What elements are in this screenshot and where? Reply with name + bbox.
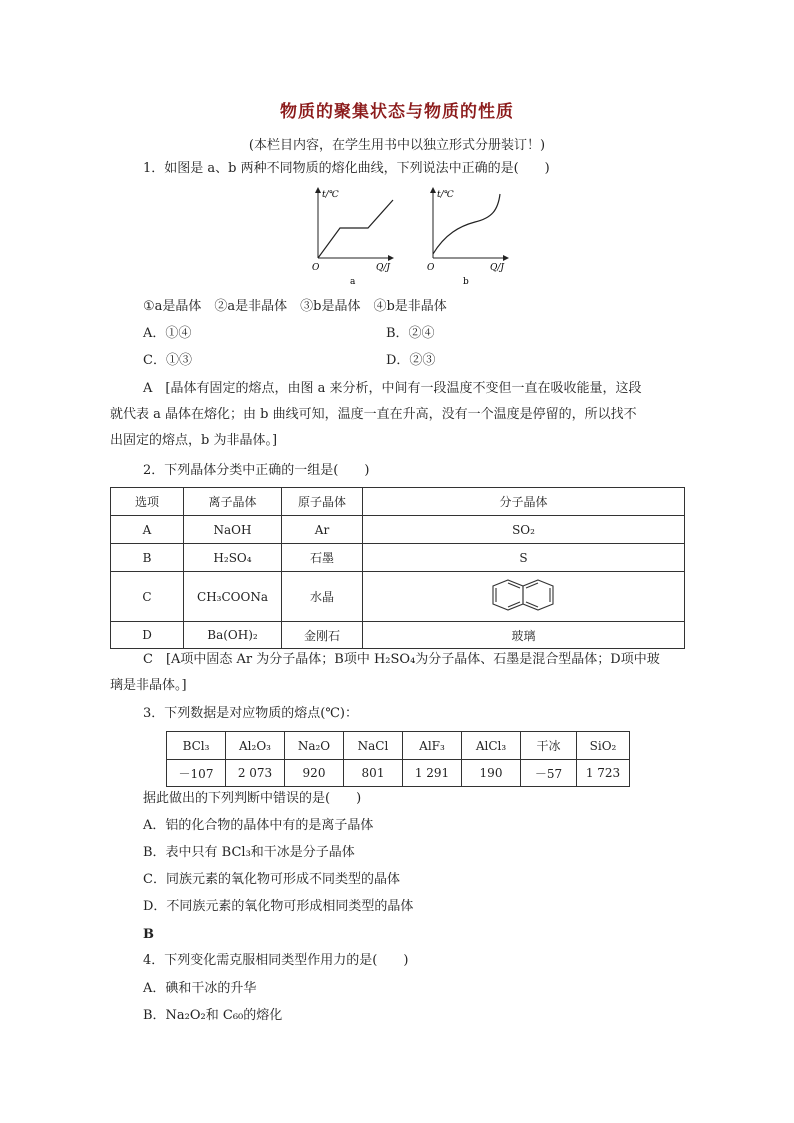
table-row — [111, 572, 685, 622]
substance-alf3: AlF₃ — [403, 732, 462, 760]
table-row — [111, 622, 685, 649]
q2-answer-line2: 璃是非晶体。] — [110, 678, 187, 693]
header-molecular: 分子晶体 — [363, 488, 685, 516]
graph-a-xlabel: Q/J — [376, 263, 391, 273]
substance-dry-ice: 干冰 — [521, 732, 577, 760]
substance-na2o: Na₂O — [285, 732, 344, 760]
q1-stem: 1．如图是 a、b 两种不同物质的熔化曲线，下列说法中正确的是( ) — [143, 161, 550, 176]
mp-sio2: 1 723 — [577, 760, 630, 787]
q3-option-b: B．表中只有 BCl₃和干冰是分子晶体 — [143, 845, 355, 860]
row-c-atomic: 水晶 — [282, 572, 363, 622]
mp-al2o3: 2 073 — [226, 760, 285, 787]
q1-answer-line1: A [晶体有固定的熔点，由图 a 来分析，中间有一段温度不变但一直在吸收能量，这段 — [143, 381, 642, 396]
q1-statements: ①a是晶体 ②a是非晶体 ③b是晶体 ④b是非晶体 — [143, 299, 447, 314]
row-a-molecular: SO₂ — [363, 516, 685, 544]
graph-b-caption: b — [463, 277, 469, 287]
graph-a-ylabel: t/℃ — [322, 190, 339, 200]
graph-b-ylabel: t/℃ — [437, 190, 454, 200]
mp-bcl3: －107 — [167, 760, 226, 787]
mp-alcl3: 190 — [462, 760, 521, 787]
header-ionic: 离子晶体 — [184, 488, 282, 516]
q4-option-a: A．碘和干冰的升华 — [143, 981, 257, 996]
melting-point-row — [167, 760, 630, 787]
row-c-ionic: CH₃COONa — [184, 572, 282, 622]
q4-stem: 4．下列变化需克服相同类型作用力的是( ) — [143, 953, 409, 968]
substance-nacl: NaCl — [344, 732, 403, 760]
q1-option-a: A．①④ — [143, 326, 192, 341]
row-d-molecular: 玻璃 — [363, 622, 685, 649]
substance-row — [167, 732, 630, 760]
page-subtitle: (本栏目内容，在学生用书中以独立形式分册装订！) — [248, 138, 546, 153]
mp-alf3: 1 291 — [403, 760, 462, 787]
graph-a — [312, 188, 393, 287]
q2-answer-line1: C [A项中固态 Ar 为分子晶体；B项中 H₂SO₄为分子晶体、石墨是混合型晶体；D项中玻 — [143, 652, 660, 667]
curve-b — [433, 194, 500, 254]
q2-crystal-table — [110, 487, 685, 649]
q1-option-d: D．②③ — [386, 353, 436, 368]
table-header-row — [111, 488, 685, 516]
q1-option-b: B．②④ — [386, 326, 435, 341]
row-d-option: D — [111, 622, 184, 649]
substance-sio2: SiO₂ — [577, 732, 630, 760]
mp-na2o: 920 — [285, 760, 344, 787]
q1-answer-line2: 就代表 a 晶体在熔化；由 b 曲线可知，温度一直在升高，没有一个温度是停留的，所以找不 — [110, 407, 637, 422]
graph-b-origin: O — [427, 263, 435, 273]
row-d-atomic: 金刚石 — [282, 622, 363, 649]
row-b-ionic: H₂SO₄ — [184, 544, 282, 572]
q3-prompt: 据此做出的下列判断中错误的是( ) — [143, 791, 362, 806]
melting-curves-figure — [300, 182, 525, 292]
graph-b — [427, 188, 508, 287]
mp-dry-ice: －57 — [521, 760, 577, 787]
row-a-ionic: NaOH — [184, 516, 282, 544]
substance-al2o3: Al₂O₃ — [226, 732, 285, 760]
graph-a-origin: O — [312, 263, 320, 273]
q4-option-b: B．Na₂O₂和 C₆₀的熔化 — [143, 1008, 283, 1023]
curve-a — [318, 200, 393, 258]
row-b-molecular: S — [363, 544, 685, 572]
table-row — [111, 544, 685, 572]
row-c-molecular — [363, 572, 685, 622]
q3-answer: B — [143, 927, 154, 942]
row-d-ionic: Ba(OH)₂ — [184, 622, 282, 649]
row-b-atomic: 石墨 — [282, 544, 363, 572]
row-a-atomic: Ar — [282, 516, 363, 544]
page-title: 物质的聚集状态与物质的性质 — [280, 102, 514, 122]
q2-stem: 2．下列晶体分类中正确的一组是( ) — [143, 463, 370, 478]
q3-stem: 3．下列数据是对应物质的熔点(℃)： — [143, 706, 358, 721]
q1-option-c: C．①③ — [143, 353, 192, 368]
q3-option-a: A．铝的化合物的晶体中有的是离子晶体 — [143, 818, 374, 833]
q3-option-c: C．同族元素的氧化物可形成不同类型的晶体 — [143, 872, 400, 887]
graph-b-xlabel: Q/J — [490, 263, 505, 273]
substance-alcl3: AlCl₃ — [462, 732, 521, 760]
q3-option-d: D．不同族元素的氧化物可形成相同类型的晶体 — [143, 899, 414, 914]
row-a-option: A — [111, 516, 184, 544]
graph-a-caption: a — [350, 277, 356, 287]
substance-bcl3: BCl₃ — [167, 732, 226, 760]
naphthalene-structure-icon — [492, 577, 556, 613]
table-row — [111, 516, 685, 544]
row-c-option: C — [111, 572, 184, 622]
header-atomic: 原子晶体 — [282, 488, 363, 516]
q3-melting-point-table — [166, 731, 630, 787]
header-option: 选项 — [111, 488, 184, 516]
mp-nacl: 801 — [344, 760, 403, 787]
q1-answer-line3: 出固定的熔点，b 为非晶体。] — [110, 433, 278, 448]
row-b-option: B — [111, 544, 184, 572]
